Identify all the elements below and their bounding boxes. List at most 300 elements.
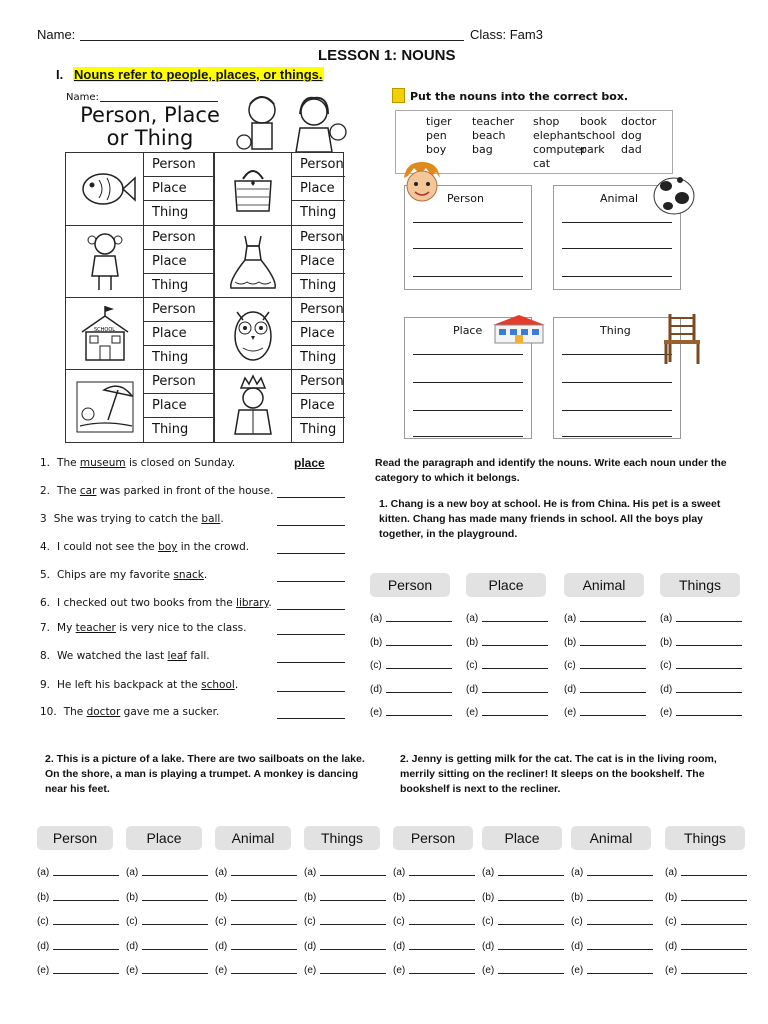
lesson-title: LESSON 1: NOUNS [318, 47, 456, 64]
answer-blank[interactable] [142, 900, 208, 901]
grid-paragraph-2-answer-line[interactable] [126, 916, 208, 927]
sentence-noun: snack [173, 569, 204, 581]
answer-blank[interactable] [409, 875, 475, 876]
grid-paragraph-3-answer-line[interactable] [571, 965, 653, 976]
grid-paragraph-1-header-place: Place [466, 573, 546, 597]
answer-blank[interactable] [386, 621, 452, 622]
grid-paragraph-1-answer-line[interactable] [370, 707, 452, 718]
option-person[interactable]: Person [144, 226, 214, 250]
grid-paragraph-3-answer-line[interactable] [571, 892, 653, 903]
answer-blank[interactable] [53, 949, 119, 950]
grid-paragraph-1-answer-line[interactable] [466, 660, 548, 671]
sentence-text: was parked in front of the house. [96, 485, 274, 497]
answer-blank[interactable] [386, 692, 452, 693]
answer-letter: (d) [126, 940, 139, 952]
name-field[interactable] [80, 40, 464, 41]
option-person[interactable]: Person [144, 153, 214, 177]
grid-row [66, 369, 343, 441]
grid-paragraph-2-answer-line[interactable] [215, 892, 297, 903]
grid-paragraph-2-answer-line[interactable] [126, 965, 208, 976]
answer-blank[interactable] [498, 924, 564, 925]
noun-box-instruction: Put the nouns into the correct box. [410, 90, 629, 103]
sentence-text: She was trying to catch the [53, 513, 202, 525]
grid-paragraph-3-header-animal: Animal [571, 826, 651, 850]
grid-paragraph-1-answer-line[interactable] [370, 637, 452, 648]
answer-letter: (c) [571, 916, 583, 927]
answer-letter: (d) [215, 940, 228, 952]
grid-paragraph-3-answer-line[interactable] [482, 892, 564, 903]
sentence-text: We watched the last [57, 650, 168, 662]
grid-paragraph-3-answer-line[interactable] [665, 965, 747, 976]
grid-paragraph-2-answer-line[interactable] [215, 941, 297, 952]
grid-paragraph-1-answer-line[interactable] [564, 613, 646, 624]
sentence-noun: ball [201, 513, 221, 525]
box-thing-label: Thing [600, 324, 631, 337]
grid-paragraph-2-answer-line[interactable] [37, 941, 119, 952]
answer-letter: (b) [370, 636, 383, 648]
option-place[interactable]: Place [144, 394, 214, 418]
sentence-text: He left his backpack at the [57, 679, 202, 691]
school-icon [66, 298, 144, 370]
grid-paragraph-1-answer-line[interactable] [466, 613, 548, 624]
sentence-text: I could not see the [57, 541, 159, 553]
answer-blank[interactable] [580, 692, 646, 693]
sentence-noun: library [236, 597, 269, 609]
grid-paragraph-1-answer-line[interactable] [564, 684, 646, 695]
option-thing[interactable]: Thing [144, 274, 214, 298]
answer-letter: (e) [665, 965, 678, 976]
sentence-number: 5. [40, 569, 51, 581]
answer-blank[interactable] [681, 949, 747, 950]
sentence-answer-blank[interactable] [277, 542, 345, 554]
answer-blank[interactable] [676, 715, 742, 716]
answer-letter: (d) [564, 683, 577, 695]
word-bank-word: pen [426, 129, 447, 142]
sentence-answer-blank[interactable] [277, 598, 345, 610]
answer-letter: (d) [466, 683, 479, 695]
answer-blank[interactable] [587, 875, 653, 876]
option-thing[interactable]: Thing [144, 418, 214, 442]
answer-letter: (d) [571, 940, 584, 952]
sentence-text: The [63, 706, 87, 718]
answer-blank[interactable] [142, 924, 208, 925]
sentence-noun: boy [158, 541, 178, 553]
answer-blank[interactable] [482, 668, 548, 669]
sentence-noun: doctor [86, 706, 121, 718]
word-bank-word: book [580, 115, 607, 128]
box-person-label: Person [447, 192, 484, 205]
grid-paragraph-1-header-things: Things [660, 573, 740, 597]
option-thing[interactable]: Thing [300, 205, 337, 220]
grid-paragraph-3-answer-line[interactable] [482, 867, 564, 878]
king-icon [214, 370, 292, 442]
sentence-number: 2. [40, 485, 51, 497]
answer-letter: (c) [37, 916, 49, 927]
answer-blank[interactable] [676, 692, 742, 693]
word-bank-word: computer [533, 143, 587, 156]
grid-paragraph-3-answer-line[interactable] [665, 892, 747, 903]
option-place[interactable]: Place [292, 177, 345, 201]
option-thing[interactable]: Thing [144, 346, 214, 370]
person-place-thing-grid [65, 152, 344, 443]
grid-paragraph-3-answer-line[interactable] [482, 941, 564, 952]
answer-letter: (a) [304, 867, 317, 878]
grid-paragraph-3-answer-line[interactable] [665, 916, 747, 927]
answer-blank[interactable] [580, 645, 646, 646]
answer-blank[interactable] [681, 924, 747, 925]
answer-blank[interactable] [320, 949, 386, 950]
option-person[interactable]: Person [292, 370, 345, 394]
answer-letter: (c) [304, 916, 316, 927]
grid-paragraph-2-header-things: Things [304, 826, 380, 850]
grid-paragraph-2-answer-line[interactable] [37, 892, 119, 903]
answer-letter: (a) [665, 867, 678, 878]
sentence-text: My [57, 622, 76, 634]
sentence-2 [40, 485, 273, 497]
sentence-answer-blank[interactable] [277, 514, 345, 526]
sentence-text: . [234, 679, 239, 691]
grid-paragraph-3-answer-line[interactable] [571, 916, 653, 927]
grid-paragraph-2-answer-line[interactable] [304, 916, 386, 927]
answer-blank[interactable] [142, 949, 208, 950]
grid-paragraph-2-answer-line[interactable] [37, 965, 119, 976]
sentence-1 [40, 457, 235, 469]
option-place[interactable]: Place [144, 322, 214, 346]
option-place[interactable]: Place [292, 394, 345, 418]
option-place[interactable]: Place [292, 322, 345, 346]
word-bank-word: school [580, 129, 616, 142]
answer-blank[interactable] [386, 668, 452, 669]
fish-icon [66, 153, 144, 225]
answer-blank[interactable] [231, 900, 297, 901]
sentence-7 [40, 622, 246, 634]
sentence-5 [40, 569, 207, 581]
sentence-text: Chips are my favorite [57, 569, 174, 581]
sentence-text: . [220, 513, 224, 525]
answer-blank[interactable] [482, 715, 548, 716]
answer-blank[interactable] [386, 715, 452, 716]
answer-letter: (a) [37, 867, 50, 878]
grid-paragraph-3-answer-line[interactable] [665, 941, 747, 952]
grid-paragraph-2-answer-line[interactable] [304, 892, 386, 903]
word-bank-word: tiger [426, 115, 452, 128]
grid-paragraph-2-answer-line[interactable] [215, 916, 297, 927]
grid-paragraph-2-answer-line[interactable] [126, 892, 208, 903]
sentence-text: The [57, 485, 80, 497]
answer-letter: (e) [126, 965, 139, 976]
sentence-noun: leaf [167, 650, 187, 662]
answer-letter: (b) [482, 891, 495, 903]
answer-letter: (d) [37, 940, 50, 952]
answer-blank[interactable] [320, 924, 386, 925]
girl-icon [66, 226, 144, 298]
sentence-3 [40, 513, 224, 525]
sentence-number: 6. [40, 597, 51, 609]
answer-blank[interactable] [231, 973, 297, 974]
grid-paragraph-1-header-animal: Animal [564, 573, 644, 597]
grid-paragraph-1-answer-line[interactable] [370, 613, 452, 624]
noun-definition: Nouns refer to people, places, or things. [74, 67, 323, 82]
worksheet-name-label: Name: [66, 92, 99, 103]
answer-blank[interactable] [580, 621, 646, 622]
answer-blank[interactable] [676, 668, 742, 669]
answer-letter: (b) [37, 891, 50, 903]
option-place[interactable]: Place [144, 250, 214, 274]
answer-letter: (c) [393, 916, 405, 927]
grid-paragraph-1-answer-line[interactable] [466, 637, 548, 648]
answer-letter: (e) [564, 707, 577, 718]
option-person[interactable]: Person [292, 298, 345, 322]
grid-paragraph-2-answer-line[interactable] [215, 965, 297, 976]
grid-paragraph-3-answer-line[interactable] [571, 867, 653, 878]
sentence-noun: teacher [75, 622, 116, 634]
option-thing[interactable]: Thing [300, 278, 337, 293]
answer-blank[interactable] [320, 900, 386, 901]
answer-letter: (d) [665, 940, 678, 952]
grid-paragraph-1-answer-line[interactable] [370, 684, 452, 695]
sentence-answer[interactable]: place [294, 456, 325, 470]
answer-letter: (e) [466, 707, 479, 718]
sentence-answer-blank[interactable] [277, 486, 345, 498]
sentence-number: 8. [40, 650, 51, 662]
answer-blank[interactable] [498, 973, 564, 974]
grid-paragraph-2-answer-line[interactable] [304, 867, 386, 878]
answer-blank[interactable] [409, 924, 475, 925]
section-marker: I. [56, 67, 64, 82]
grid-paragraph-1-answer-line[interactable] [466, 684, 548, 695]
answer-letter: (e) [37, 965, 50, 976]
answer-blank[interactable] [681, 973, 747, 974]
grid-paragraph-3-answer-line[interactable] [571, 941, 653, 952]
answer-letter: (a) [126, 867, 139, 878]
sentence-8 [40, 650, 210, 662]
sentence-answer-blank[interactable] [277, 651, 345, 663]
worksheet-name-field[interactable] [100, 101, 218, 102]
grid-paragraph-1-answer-line[interactable] [660, 637, 742, 648]
answer-blank[interactable] [498, 875, 564, 876]
grid-paragraph-3-answer-line[interactable] [393, 965, 475, 976]
cow-icon [648, 170, 700, 220]
sentence-answer-blank[interactable] [277, 570, 345, 582]
sentence-noun: museum [79, 457, 126, 469]
sentence-noun: car [79, 485, 97, 497]
answer-blank[interactable] [320, 973, 386, 974]
answer-blank[interactable] [681, 900, 747, 901]
grid-paragraph-2-header-person: Person [37, 826, 113, 850]
grid-paragraph-2-answer-line[interactable] [304, 965, 386, 976]
grid-paragraph-2-answer-line[interactable] [304, 941, 386, 952]
grid-paragraph-1-answer-line[interactable] [564, 637, 646, 648]
answer-blank[interactable] [231, 924, 297, 925]
answer-letter: (c) [370, 660, 382, 671]
answer-letter: (b) [564, 636, 577, 648]
grid-paragraph-3-answer-line[interactable] [393, 867, 475, 878]
kids-illustration-icon [232, 92, 350, 154]
answer-blank[interactable] [53, 924, 119, 925]
answer-blank[interactable] [231, 875, 297, 876]
answer-blank[interactable] [482, 645, 548, 646]
answer-letter: (c) [665, 916, 677, 927]
answer-letter: (c) [466, 660, 478, 671]
paragraph-1: 1. Chang is a new boy at school. He is from China. His pet is a sweet kitten. Chang has made many friends in school. All the boys play together, in the playground. [379, 498, 721, 540]
answer-blank[interactable] [587, 949, 653, 950]
word-bank-word: doctor [621, 115, 657, 128]
sentence-answer-blank[interactable] [277, 680, 345, 692]
answer-letter: (a) [564, 613, 577, 624]
option-thing[interactable]: Thing [144, 201, 214, 225]
sentence-text: gave me a sucker. [120, 706, 220, 718]
option-place[interactable]: Place [144, 177, 214, 201]
grid-paragraph-2-answer-line[interactable] [215, 867, 297, 878]
sentence-answer-blank[interactable] [277, 623, 345, 635]
sentence-answer-blank[interactable] [277, 707, 345, 719]
grid-paragraph-3-header-things: Things [665, 826, 745, 850]
answer-letter: (c) [126, 916, 138, 927]
grid-paragraph-2-answer-line[interactable] [37, 916, 119, 927]
beach-icon [66, 370, 144, 442]
answer-blank[interactable] [498, 949, 564, 950]
grid-paragraph-3-answer-line[interactable] [393, 941, 475, 952]
grid-row [66, 225, 343, 297]
answer-letter: (b) [660, 636, 673, 648]
answer-blank[interactable] [409, 949, 475, 950]
answer-letter: (b) [304, 891, 317, 903]
answer-letter: (b) [571, 891, 584, 903]
answer-letter: (d) [393, 940, 406, 952]
answer-blank[interactable] [53, 875, 119, 876]
dress-icon [214, 226, 292, 298]
word-bank-word: elephant [533, 129, 582, 142]
class-label: Class: Fam3 [470, 27, 543, 42]
grid-paragraph-1-answer-line[interactable] [660, 660, 742, 671]
sentence-number: 7. [40, 622, 51, 634]
answer-blank[interactable] [498, 900, 564, 901]
answer-blank[interactable] [580, 668, 646, 669]
box-place-label: Place [453, 324, 483, 337]
option-person[interactable]: Person [292, 153, 345, 177]
word-bank-word: dad [621, 143, 642, 156]
answer-letter: (e) [393, 965, 406, 976]
grid-paragraph-1-answer-line[interactable] [660, 707, 742, 718]
sentence-text: I checked out two books from the [57, 597, 237, 609]
answer-blank[interactable] [587, 900, 653, 901]
answer-blank[interactable] [482, 621, 548, 622]
grid-paragraph-1-answer-line[interactable] [370, 660, 452, 671]
sentence-text: . [203, 569, 208, 581]
grid-paragraph-1-answer-line[interactable] [660, 613, 742, 624]
word-bank-word: bag [472, 143, 493, 156]
grid-paragraph-2-answer-line[interactable] [126, 941, 208, 952]
grid-paragraph-2-answer-line[interactable] [126, 867, 208, 878]
answer-letter: (c) [564, 660, 576, 671]
grid-paragraph-2-answer-line[interactable] [37, 867, 119, 878]
sentence-text: in the crowd. [177, 541, 250, 553]
name-label: Name: [37, 27, 76, 42]
answer-blank[interactable] [409, 900, 475, 901]
sentence-text: is very nice to the class. [115, 622, 247, 634]
pencil-icon [392, 88, 405, 103]
answer-letter: (e) [482, 965, 495, 976]
grid-paragraph-1-answer-line[interactable] [466, 707, 548, 718]
word-bank-word: beach [472, 129, 506, 142]
answer-blank[interactable] [587, 973, 653, 974]
answer-letter: (b) [126, 891, 139, 903]
grid-paragraph-1-answer-line[interactable] [564, 660, 646, 671]
grid-paragraph-2-header-place: Place [126, 826, 202, 850]
school-sign-text: SCHOOL [93, 327, 115, 333]
grid-row [66, 153, 343, 225]
answer-letter: (c) [660, 660, 672, 671]
answer-letter: (a) [482, 867, 495, 878]
answer-blank[interactable] [482, 692, 548, 693]
sentence-number: 1. [40, 457, 51, 469]
answer-letter: (d) [660, 683, 673, 695]
option-thing[interactable]: Thing [300, 350, 337, 365]
grid-paragraph-3-answer-line[interactable] [482, 916, 564, 927]
answer-letter: (a) [660, 613, 673, 624]
sentence-9 [40, 679, 238, 691]
option-person[interactable]: Person [144, 370, 214, 394]
answer-blank[interactable] [587, 924, 653, 925]
word-bank-word: cat [533, 157, 551, 170]
chair-icon [660, 310, 704, 366]
worksheet-title-line2: or Thing [106, 126, 194, 150]
answer-blank[interactable] [320, 875, 386, 876]
grid-paragraph-1-answer-line[interactable] [660, 684, 742, 695]
grid-paragraph-3-header-place: Place [482, 826, 562, 850]
grid-paragraph-3-answer-line[interactable] [482, 965, 564, 976]
answer-blank[interactable] [676, 645, 742, 646]
sentence-10 [40, 706, 219, 718]
sentence-noun: school [201, 679, 235, 691]
answer-letter: (e) [304, 965, 317, 976]
answer-letter: (e) [215, 965, 228, 976]
option-person[interactable]: Person [144, 298, 214, 322]
grid-paragraph-1-answer-line[interactable] [564, 707, 646, 718]
option-person[interactable]: Person [292, 226, 345, 250]
answer-blank[interactable] [53, 973, 119, 974]
grid-paragraph-3-answer-line[interactable] [665, 867, 747, 878]
word-bank-word: shop [533, 115, 560, 128]
sentence-6 [40, 597, 272, 609]
answer-letter: (b) [665, 891, 678, 903]
answer-blank[interactable] [231, 949, 297, 950]
answer-letter: (b) [393, 891, 406, 903]
option-thing[interactable]: Thing [300, 422, 337, 437]
sentence-text: The [57, 457, 80, 469]
grid-paragraph-3-header-person: Person [393, 826, 473, 850]
option-place[interactable]: Place [292, 250, 345, 274]
grid-paragraph-1-header-person: Person [370, 573, 450, 597]
paragraph-2: 2. This is a picture of a lake. There are two sailboats on the lake. On the shore, a man is playing a trumpet. A monkey is dancing near his feet. [45, 753, 365, 795]
sentence-number: 9. [40, 679, 51, 691]
answer-letter: (c) [482, 916, 494, 927]
answer-blank[interactable] [142, 875, 208, 876]
answer-blank[interactable] [53, 900, 119, 901]
answer-blank[interactable] [142, 973, 208, 974]
grid-row [66, 297, 343, 369]
answer-blank[interactable] [681, 875, 747, 876]
sentence-text: fall. [187, 650, 210, 662]
grid-paragraph-3-answer-line[interactable] [393, 916, 475, 927]
answer-blank[interactable] [580, 715, 646, 716]
grid-paragraph-3-answer-line[interactable] [393, 892, 475, 903]
answer-blank[interactable] [386, 645, 452, 646]
answer-letter: (b) [466, 636, 479, 648]
answer-blank[interactable] [409, 973, 475, 974]
answer-blank[interactable] [676, 621, 742, 622]
sentence-text: . [268, 597, 272, 609]
